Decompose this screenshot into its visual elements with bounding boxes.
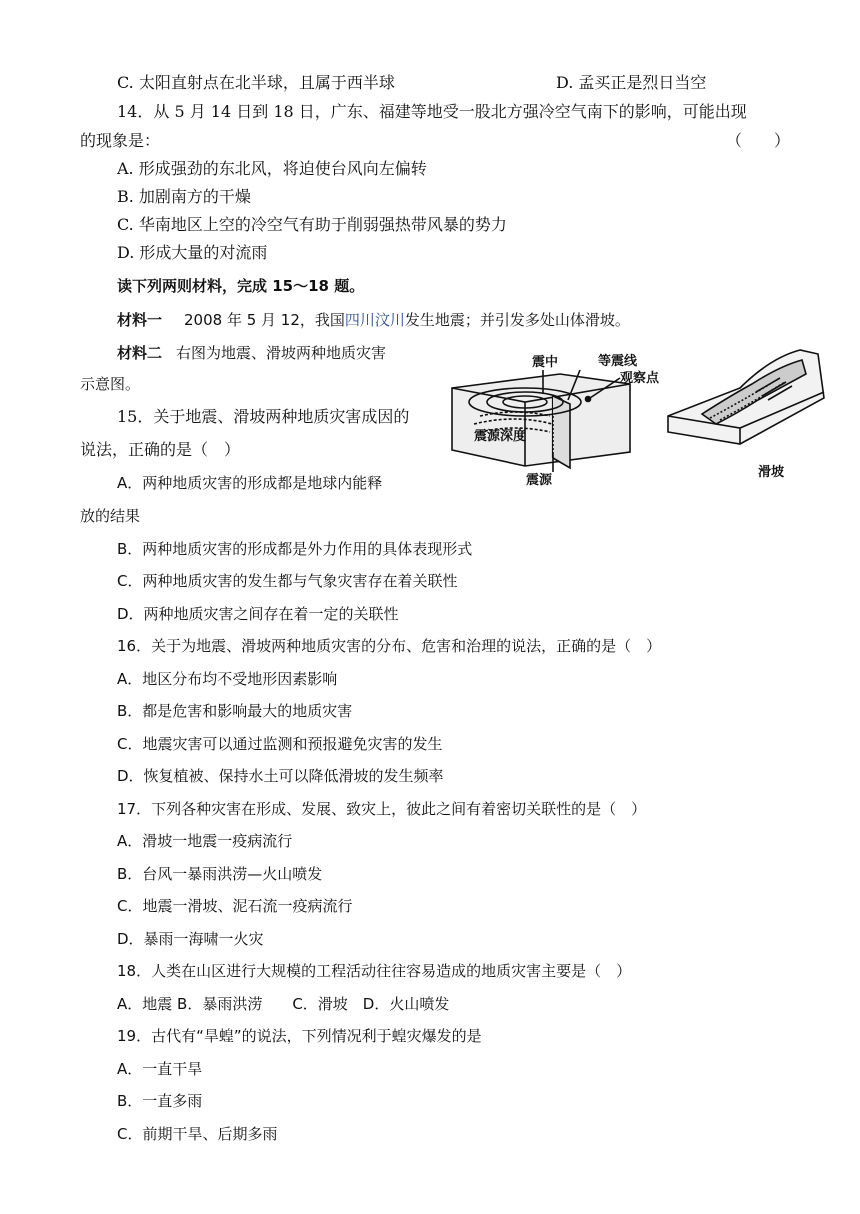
q13-option-d: D. 孟买正是烈日当空: [556, 73, 707, 92]
label-observation-point: 观察点: [620, 371, 660, 386]
label-focus: 震源: [526, 473, 553, 488]
earthquake-block: [452, 370, 630, 472]
q16-option-c: C．地震灾害可以通过监测和预报避免灾害的发生: [117, 735, 443, 753]
q14-option-a: A. 形成强劲的东北风，将迫使台风向左偏转: [117, 159, 427, 178]
q15-option-b: B．两种地质灾害的形成都是外力作用的具体表现形式: [117, 540, 473, 558]
material-one: [117, 309, 630, 331]
q17-option-d: D．暴雨一海啸一火灾: [117, 930, 264, 948]
label-landslide: 滑坡: [758, 465, 785, 480]
q15-option-d: D．两种地质灾害之间存在着一定的关联性: [117, 605, 399, 623]
q14-option-c: C. 华南地区上空的冷空气有助于削弱强热带风暴的势力: [117, 215, 507, 234]
material-one-place: 四川汶川: [344, 311, 405, 329]
label-focal-depth: 震源深度: [474, 429, 527, 444]
material-one-label: 材料一: [117, 311, 163, 329]
q14-option-b: B. 加剧南方的干燥: [117, 187, 251, 206]
q17-option-a: A．滑坡一地震一疫病流行: [117, 832, 293, 850]
label-epicenter: 震中: [532, 355, 559, 370]
q15-option-a-cont: 放的结果: [80, 507, 141, 525]
q16-option-a: A．地区分布均不受地形因素影响: [117, 670, 338, 688]
q14-stem-cont: 的现象是：: [80, 131, 161, 150]
q19-stem: 19．古代有“旱蝗”的说法，下列情况利于蝗灾爆发的是: [117, 1027, 482, 1045]
material-two-label: 材料二: [117, 344, 163, 362]
q18-stem: 18．人类在山区进行大规模的工程活动往往容易造成的地质灾害主要是（ ）: [117, 962, 632, 980]
q19-option-c: C．前期干旱、后期多雨: [117, 1125, 278, 1143]
material-one-text: 2008 年 5 月 12，我国: [184, 311, 345, 329]
material-two-cont: 示意图。: [80, 375, 141, 393]
q17-option-c: C．地震一滑坡、泥石流一疫病流行: [117, 897, 353, 915]
q15-stem: 15．关于地震、滑坡两种地质灾害成因的: [117, 407, 410, 426]
material-one-text-end: 发生地震；并引发多处山体滑坡。: [404, 311, 630, 329]
material-two: [117, 342, 386, 364]
q16-stem: 16．关于为地震、滑坡两种地质灾害的分布、危害和治理的说法，正确的是（ ）: [117, 637, 662, 655]
q15-option-a: A．两种地质灾害的形成都是地球内能释: [117, 474, 383, 492]
q14-answer-bracket: （ ）: [726, 131, 791, 150]
q19-option-a: A．一直干旱: [117, 1060, 203, 1078]
q16-option-b: B．都是危害和影响最大的地质灾害: [117, 702, 353, 720]
landslide-block: [668, 350, 824, 444]
q17-option-b: B．台风一暴雨洪涝—火山喷发: [117, 865, 323, 883]
material-two-text: 右图为地震、滑坡两种地质灾害: [176, 344, 387, 362]
q16-option-d: D．恢复植被、保持水土可以降低滑坡的发生频率: [117, 767, 444, 785]
q14-option-d: D. 形成大量的对流雨: [117, 243, 268, 262]
q18-options: A．地震 B．暴雨洪涝 C．滑坡 D．火山喷发: [117, 995, 450, 1013]
q19-option-b: B．一直多雨: [117, 1092, 203, 1110]
q14-stem: 14．从 5 月 14 日到 18 日，广东、福建等地受一股北方强冷空气南下的影响，可能出现: [117, 102, 747, 121]
q15-option-c: C．两种地质灾害的发生都与气象灾害存在着关联性: [117, 572, 458, 590]
q13-option-c: C. 太阳直射点在北半球，且属于西半球: [117, 73, 395, 92]
disaster-diagram: [440, 340, 840, 495]
reading-instruction: 读下列两则材料，完成 15～18 题。: [117, 277, 365, 295]
q15-stem-cont: 说法，正确的是（ ）: [80, 440, 241, 459]
label-isoseismal: 等震线: [598, 354, 638, 369]
q17-stem: 17．下列各种灾害在形成、发展、致灾上，彼此之间有着密切关联性的是（ ）: [117, 800, 647, 818]
